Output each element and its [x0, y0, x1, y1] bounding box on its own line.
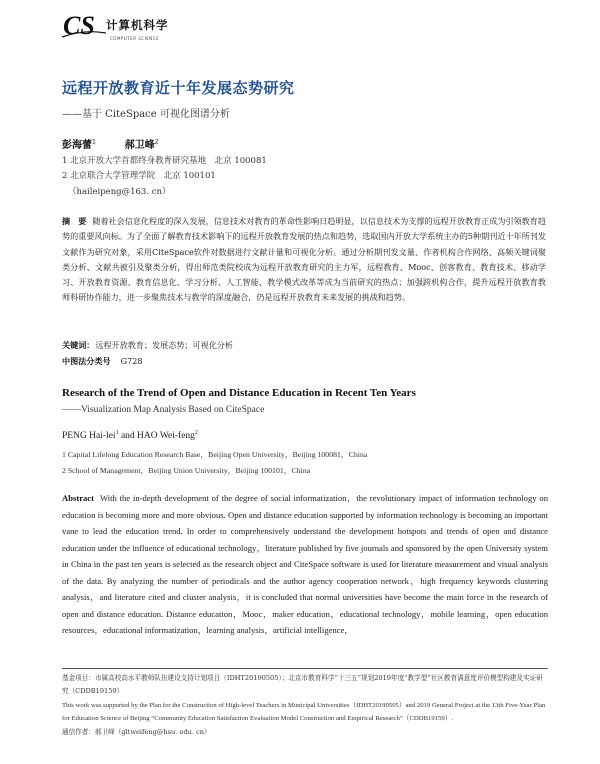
cn-title: 远程开放教育近十年发展态势研究	[62, 79, 295, 97]
cn-subtitle: ——基于 CiteSpace 可视化图谱分析	[62, 109, 230, 120]
en-author-2: HAO Wei-feng	[137, 431, 195, 442]
journal-name: 计算机科学	[106, 18, 169, 32]
cn-abstract-label: 摘 要	[62, 216, 87, 226]
cn-author-2: 郝卫峰	[124, 140, 155, 151]
en-author-2-sup: 2	[194, 430, 198, 436]
journal-header	[62, 8, 202, 50]
correspondence-note: 通信作者：郝卫峰（gltweifeng@hsu. edu. cn）	[62, 727, 211, 736]
footnotes	[62, 672, 548, 739]
en-subtitle: ——Visualization Map Analysis Based on CiteSpace	[62, 405, 265, 415]
en-abstract-text: With the in-depth development of the degree of social informatization，the revolutionary impact of information technology on education is becoming more and more obvious. Open and distance education supported by information technology is becoming an important vane to lead the education trend. In order to comprehensively understand the development hotspots and trends of open and distance education under the influence of educational technology，literature published by five journals and sponsored by the open University system in China in the past ten years is selected as the research object and CiteSpace software is used for literature measurement and visual analysis of the data. By analyzing the number of periodicals and the author agency cooperation network，high frequency keywords clustering analysis，and literature cited and cluster analysis，it is concluded that normal universities have become the main force in the research of open and distance education. Distance education，Mooc，maker education，educational technology，mobile learning，open education resources，educational informatization，learning analysis，artificial intelligence，	[62, 493, 548, 635]
cn-keywords	[62, 340, 233, 351]
cn-affiliation-1: 1 北京开放大学首都终身教育研究基地 北京 100081	[62, 156, 267, 166]
logo-letters: CS	[63, 11, 95, 40]
en-affiliation-2: 2 School of Management，Beijing Union University，Beijing 100101，China	[62, 466, 311, 475]
cn-contact-email: （haileipeng@163. cn）	[68, 187, 171, 197]
journal-logo	[62, 10, 106, 40]
cn-abstract	[62, 214, 546, 306]
en-author-1: PENG Hai-lei	[62, 431, 116, 442]
en-author-1-sup: 1	[115, 430, 119, 436]
fund-note-en: This work was supported by the Plan for the Construction of High-level Teachers in Municipal Universities（IDHT20190505）and 2019 General Project at the 13th Five-Year Plan for Education Science of Beijing “Community Education Satisfaction Evaluation Model Construction and Empirical Research”（CDDB19159）.	[62, 701, 546, 723]
cn-clc	[62, 356, 143, 367]
cn-clc-label: 中图法分类号	[62, 356, 111, 366]
footnote-divider	[62, 668, 548, 669]
cn-keywords-text: 远程开放教育；发展态势；可视化分析	[95, 340, 233, 350]
journal-subtitle: COMPUTER SCIENCE	[110, 36, 160, 41]
cn-abstract-text: 随着社会信息化程度的深入发展，信息技术对教育的革命性影响日趋明显，以信息技术为支撑的远程开放教育正成为引领教育趋势的重要风向标。为了全面了解教育技术影响下的远程开放教育发展的热点和趋势，选取国内开放大学系统主办的5种期刊近十年所刊发文献作为研究对象，采用CiteSpace软件对数据进行文献计量和可视化分析。通过分析期刊发文量、作者机构合作网络、高频关键词聚类分析、文献共被引及聚类分析，得出师范类院校成为远程开放教育研究的主力军，远程教育、Mooc、创客教育、教育技术、移动学习、开放教育资源、教育信息化、学习分析、人工智能、教学模式改革等成为当前研究的热点；加强跨机构合作，提升远程开放教育教师科研协作能力，进一步聚焦技术与教学的深度融合，仍是远程开放教育未来发展的挑战和趋势。	[62, 216, 546, 303]
cn-author-1: 彭海蕾	[62, 140, 92, 151]
cn-authors	[62, 136, 159, 151]
en-title: Research of the Trend of Open and Distance Education in Recent Ten Years	[62, 387, 416, 399]
en-abstract	[62, 490, 548, 639]
en-abstract-label: Abstract	[62, 493, 94, 503]
en-authors: PENG Hai-lei$^1$ and HAO Wei-feng$^2$	[62, 430, 198, 442]
fund-note-cn: 基金项目：市属高校高水平教师队伍建设支持计划项目（IDHT20190505）；北京市教育科学“十三五”规划2019年度“教学型”社区教育满意度评价模型构建及实证研究（CDDB19159）	[62, 674, 543, 696]
cn-author-1-sup: 1	[92, 138, 96, 146]
en-affiliation-1: 1 Capital Lifelong Education Research Base，Beijing Open University，Beijing 100081，China	[62, 450, 368, 459]
cn-affiliation-2: 2 北京联合大学管理学院 北京 100101	[62, 171, 216, 181]
cn-keywords-label: 关键词：	[62, 340, 95, 350]
cn-author-2-sup: 2	[154, 138, 159, 146]
cn-clc-value: G728	[120, 356, 143, 366]
